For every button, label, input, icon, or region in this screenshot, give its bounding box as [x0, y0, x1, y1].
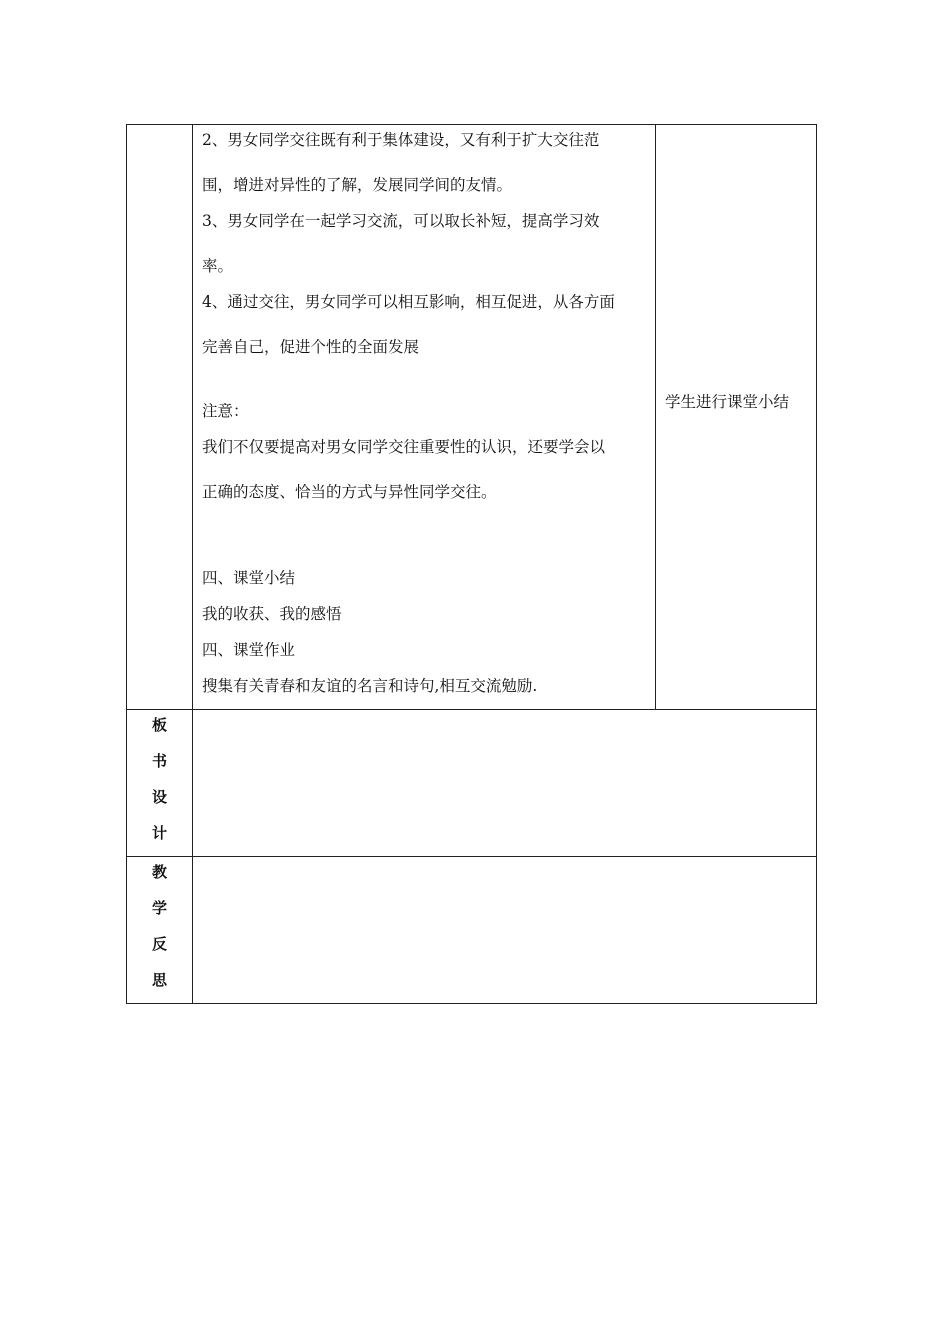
paragraph-3-line-1: 3、男女同学在一起学习交流，可以取长补短，提高学习效	[202, 212, 600, 230]
board-design-char-4: 计	[151, 824, 167, 842]
student-activity-text: 学生进行课堂小结	[665, 393, 790, 411]
homework-text: 搜集有关青春和友谊的名言和诗句,相互交流勉励.	[202, 677, 538, 695]
summary-heading: 四、课堂小结	[202, 569, 296, 587]
paragraph-2-line-1: 2、男女同学交往既有利于集体建设，又有利于扩大交往范	[202, 131, 600, 149]
note-line-1: 我们不仅要提高对男女同学交往重要性的认识，还要学会以	[202, 438, 606, 456]
reflection-char-3: 反	[151, 935, 167, 953]
reflection-row	[127, 857, 817, 1004]
teaching-content-cell	[193, 125, 656, 710]
reflection-char-2: 学	[151, 899, 167, 917]
reflection-char-1: 教	[151, 863, 167, 881]
reflection-content-cell	[193, 857, 817, 1004]
paragraph-4-line-1: 4、通过交往，男女同学可以相互影响，相互促进，从各方面	[202, 293, 615, 311]
board-design-label-cell	[127, 710, 193, 857]
note-line-2: 正确的态度、恰当的方式与异性同学交往。	[202, 483, 497, 501]
lesson-plan-table	[126, 124, 817, 1004]
homework-heading: 四、课堂作业	[202, 641, 296, 659]
note-heading: 注意：	[202, 402, 249, 420]
board-design-label	[127, 710, 192, 856]
reflection-label-cell	[127, 857, 193, 1004]
paragraph-3-line-2: 率。	[202, 257, 234, 275]
student-activity-cell	[656, 125, 817, 710]
board-design-row	[127, 710, 817, 857]
row-label-cell-empty	[127, 125, 193, 710]
board-design-char-2: 书	[151, 752, 167, 770]
reflection-label	[127, 857, 192, 1003]
board-design-char-3: 设	[151, 788, 167, 806]
paragraph-4-line-2: 完善自己，促进个性的全面发展	[202, 338, 420, 356]
paragraph-2-line-2: 围，增进对异性的了解，发展同学间的友情。	[202, 176, 513, 194]
reflection-char-4: 思	[151, 971, 167, 989]
summary-text: 我的收获、我的感悟	[202, 605, 342, 623]
board-design-char-1: 板	[151, 716, 167, 734]
board-design-content-cell	[193, 710, 817, 857]
teaching-process-row	[127, 125, 817, 710]
